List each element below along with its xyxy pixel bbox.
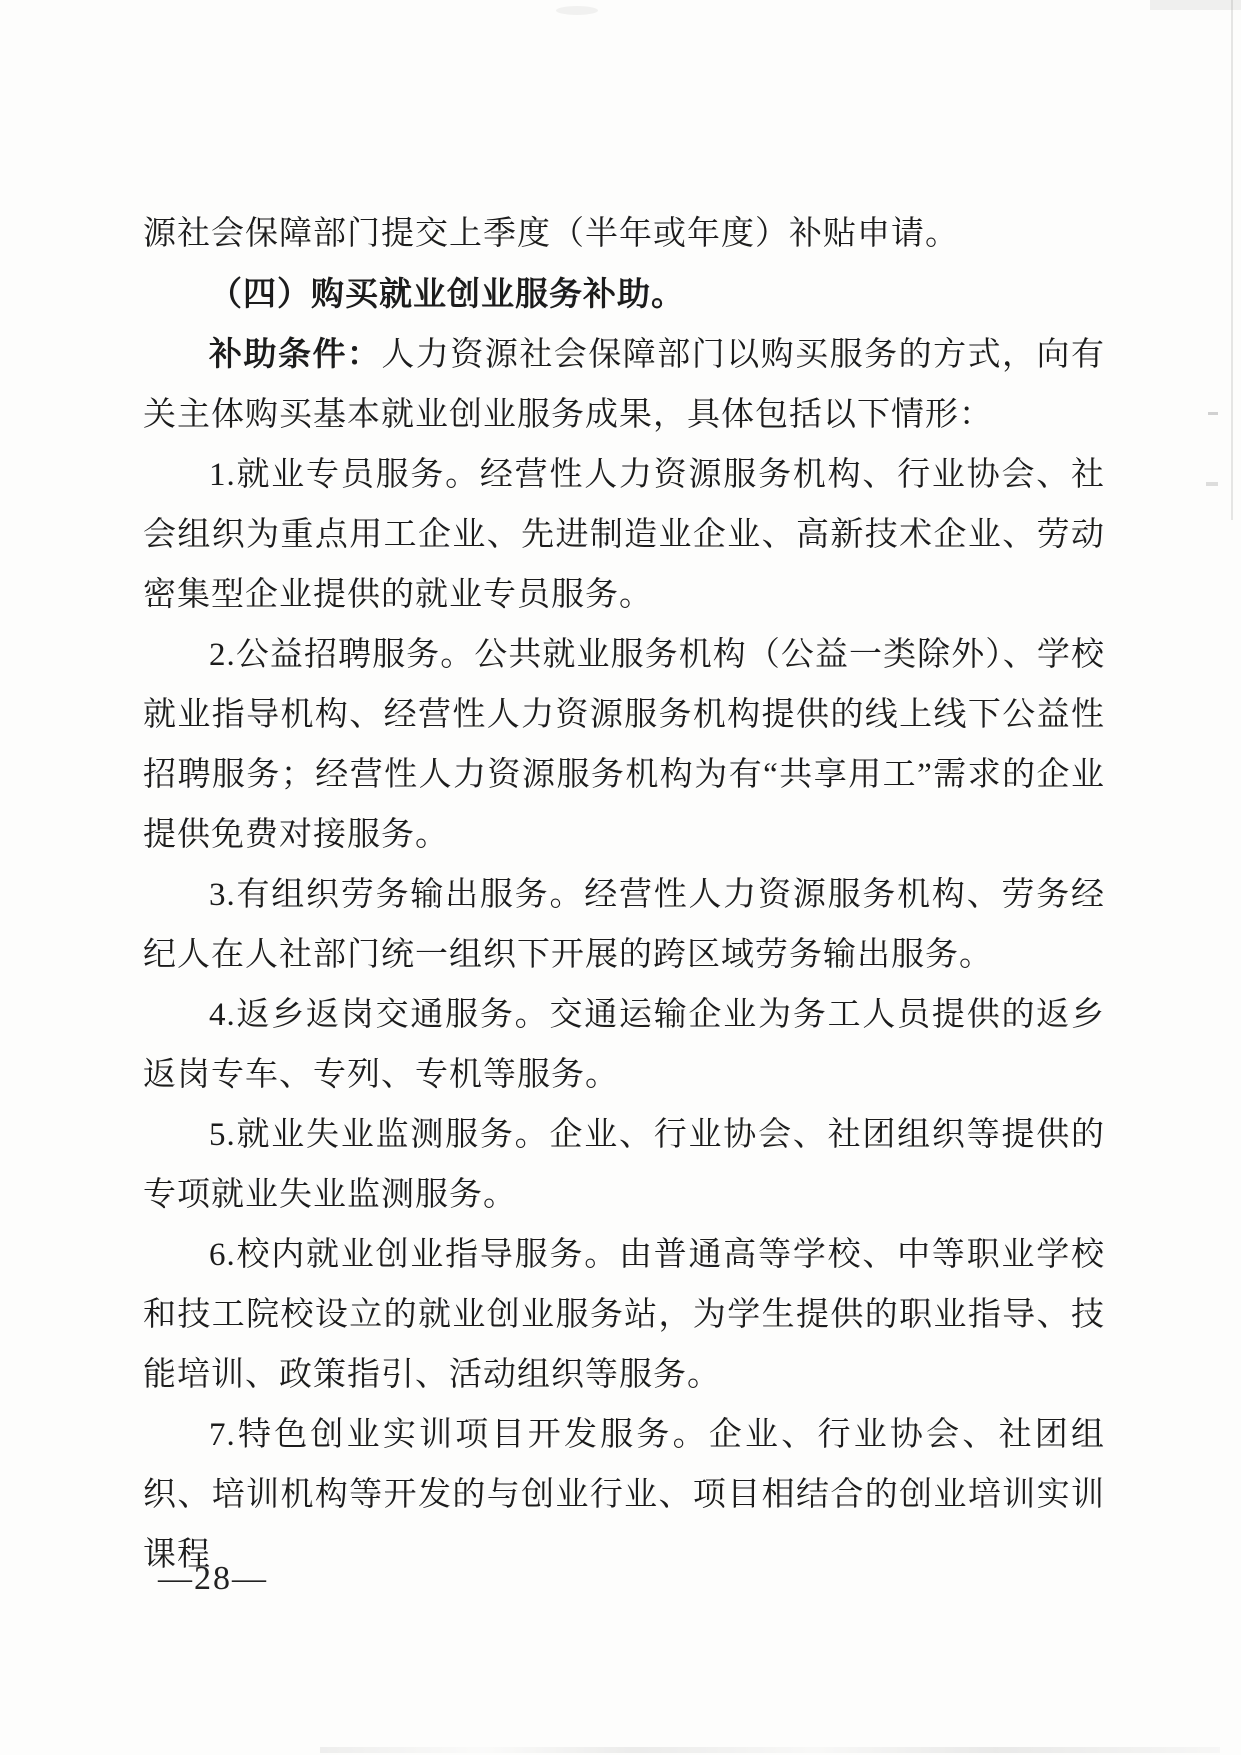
paragraph-subsidy-conditions [143,324,1105,445]
scan-artifact-dash [1206,482,1218,486]
list-item-6 [143,1225,1105,1405]
paragraph-text: 2.公益招聘服务。公共就业服务机构（公益一类除外）、学校就业指导机构、经营性人力资源服务机构提供的线上线下公益性招聘服务；经营性人力资源服务机构为有“共享用工”需求的企业提供免费对接服务。 [143,637,1105,853]
paragraph-bold-lead: 补助条件： [209,335,382,372]
scan-artifact-dash [1208,412,1218,415]
paragraph-text: 3.有组织劳务输出服务。经营性人力资源服务机构、劳务经纪人在人社部门统一组织下开展的跨区域劳务输出服务。 [143,877,1105,973]
list-item-5 [143,1105,1105,1225]
paragraph-text: 4.返乡返岗交通服务。交通运输企业为务工人员提供的返乡返岗专车、专列、专机等服务。 [143,997,1105,1093]
paragraph-text: 5.就业失业监测服务。企业、行业协会、社团组织等提供的专项就业失业监测服务。 [143,1117,1105,1213]
scan-artifact-top-smudge [556,6,598,15]
list-item-3 [143,865,1105,985]
section-heading [143,264,1105,324]
list-item-1 [143,445,1105,625]
paragraph-text: 1.就业专员服务。经营性人力资源服务机构、行业协会、社会组织为重点用工企业、先进制造业企业、高新技术企业、劳动密集型企业提供的就业专员服务。 [143,457,1105,613]
section-heading-text: （四）购买就业创业服务补助。 [209,275,685,312]
list-item-7 [143,1405,1105,1585]
list-item-4 [143,985,1105,1105]
paragraph-continuation [143,204,1105,264]
scan-artifact-bottom-edge [320,1747,1220,1753]
paragraph-text: 6.校内就业创业指导服务。由普通高等学校、中等职业学校和技工院校设立的就业创业服务站，为学生提供的职业指导、技能培训、政策指引、活动组织等服务。 [143,1237,1105,1393]
paragraph-text: 人力资源社会保障部门以购买服务的方式，向有关主体购买基本就业创业服务成果，具体包括以下情形： [143,337,1106,433]
list-item-2 [143,625,1105,865]
paragraph-text: 源社会保障部门提交上季度（半年或年度）补贴申请。 [143,216,959,252]
scan-artifact-top-corner [1150,0,1241,10]
paragraph-text: 7.特色创业实训项目开发服务。企业、行业协会、社团组织、培训机构等开发的与创业行业、项目相结合的创业培训实训课程 [143,1417,1105,1573]
document-body [143,204,1105,1585]
page-number: —28— [158,1560,268,1597]
scan-artifact-right-edge [1231,0,1233,520]
